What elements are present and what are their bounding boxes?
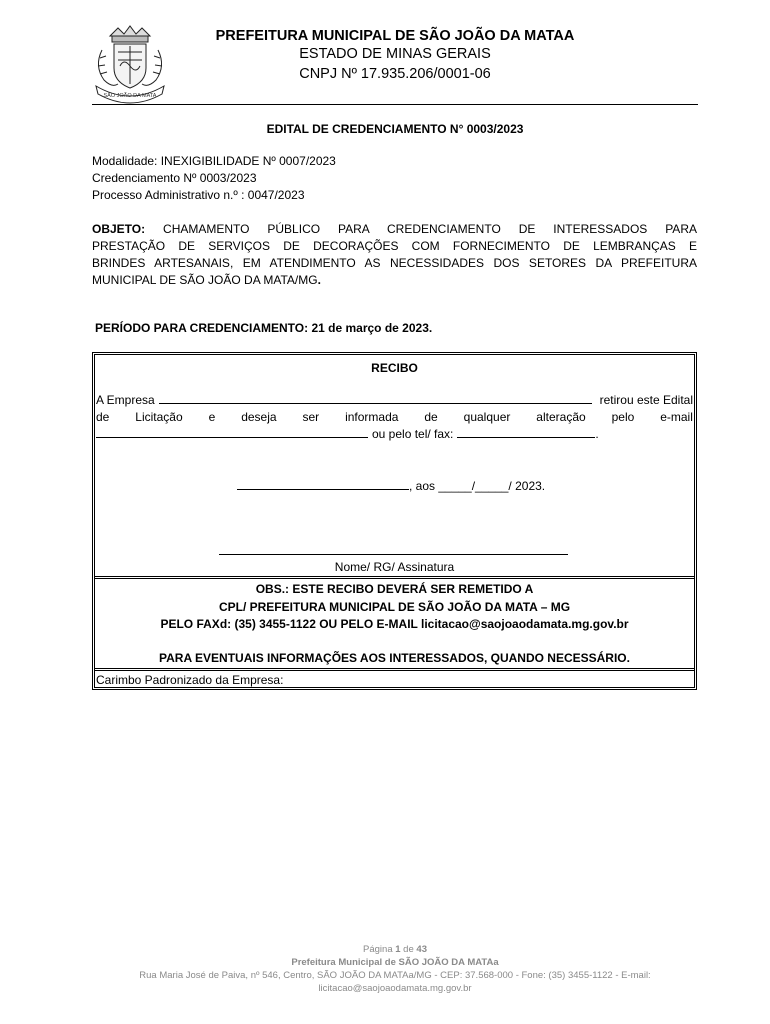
obs-line-3: PELO FAXd: (35) 3455-1122 OU PELO E-MAIL licitacao@saojoaodamata.mg.gov.br bbox=[160, 617, 629, 631]
recibo-line-2 bbox=[96, 410, 693, 424]
recibo-line-3-end: . bbox=[595, 427, 599, 441]
objeto-line-3: BRINDES ARTESANAIS, EM ATENDIMENTO AS NECESSIDADES DOS SETORES DA PREFEITURA bbox=[92, 256, 697, 270]
obs-divider-top-2 bbox=[94, 578, 695, 579]
carimbo-divider bbox=[94, 668, 695, 669]
footer-email: licitacao@saojoaodamata.mg.gov.br bbox=[318, 983, 472, 994]
tel-fax-blank[interactable] bbox=[457, 427, 595, 438]
modalidade-text: Modalidade: INEXIGIBILIDADE Nº 0007/2023 bbox=[92, 154, 336, 168]
credenciamento-text: Credenciamento Nº 0003/2023 bbox=[92, 171, 257, 185]
carimbo-divider-2 bbox=[94, 670, 695, 671]
signature-line[interactable] bbox=[219, 554, 568, 555]
objeto-paragraph bbox=[92, 221, 697, 289]
recibo-empresa-label: A Empresa bbox=[96, 393, 155, 407]
objeto-line-2: PRESTAÇÃO DE SERVIÇOS DE DECORAÇÕES COM FORNECIMENTO DE LEMBRANÇAS E bbox=[92, 239, 697, 253]
document-title: EDITAL DE CREDENCIAMENTO N° 0003/2023 bbox=[266, 122, 524, 136]
footer-address: Rua Maria José de Paiva, nº 546, Centro, SÃO JOÃO DA MATAa/MG - CEP: 37.568-000 - Fone: (35) 3455-1122 - E-mail: bbox=[139, 970, 651, 981]
obs-line-1: OBS.: ESTE RECIBO DEVERÁ SER REMETIDO A bbox=[255, 582, 534, 596]
email-blank[interactable] bbox=[96, 427, 368, 438]
obs-divider-top bbox=[94, 576, 695, 577]
processo-text: Processo Administrativo n.º : 0047/2023 bbox=[92, 188, 305, 202]
recibo-date-line bbox=[237, 479, 545, 493]
recibo-word: informada bbox=[345, 410, 399, 424]
header-divider bbox=[92, 104, 698, 105]
recibo-word: ser bbox=[302, 410, 320, 424]
signature-label: Nome/ RG/ Assinatura bbox=[334, 560, 455, 574]
recibo-title: RECIBO bbox=[371, 361, 418, 375]
recibo-word: deseja bbox=[241, 410, 277, 424]
empresa-blank[interactable] bbox=[159, 393, 592, 404]
recibo-word: e-mail bbox=[660, 410, 693, 424]
recibo-word: pelo bbox=[611, 410, 635, 424]
obs-line-2: CPL/ PREFEITURA MUNICIPAL DE SÃO JOÃO DA MATA – MG bbox=[218, 600, 571, 614]
footer-page-number bbox=[100, 944, 690, 955]
footer-page-current: 1 bbox=[395, 944, 401, 955]
logo-ribbon-text: SÃO JOÃO DA MATA bbox=[103, 93, 157, 99]
recibo-word: de bbox=[424, 410, 438, 424]
footer-page-prefix: Página bbox=[363, 944, 396, 955]
recibo-tel-label: ou pelo tel/ fax: bbox=[372, 427, 454, 441]
objeto-line-1: CHAMAMENTO PÚBLICO PARA CREDENCIAMENTO DE INTERESSADOS PARA bbox=[163, 222, 697, 236]
header-state: ESTADO DE MINAS GERAIS bbox=[299, 46, 491, 62]
recibo-word: e bbox=[208, 410, 216, 424]
footer-org: Prefeitura Municipal de SÃO JOÃO DA MATAa bbox=[291, 957, 499, 968]
recibo-word: qualquer bbox=[463, 410, 511, 424]
header-org-name: PREFEITURA MUNICIPAL DE SÃO JOÃO DA MATAA bbox=[215, 28, 575, 44]
recibo-word: alteração bbox=[536, 410, 586, 424]
recibo-word: de bbox=[96, 410, 110, 424]
footer-page-mid: de bbox=[400, 944, 417, 955]
obs-line-4: PARA EVENTUAIS INFORMAÇÕES AOS INTERESSADOS, QUANDO NECESSÁRIO. bbox=[159, 651, 630, 665]
objeto-label: OBJETO: bbox=[92, 222, 146, 236]
header-cnpj: CNPJ Nº 17.935.206/0001-06 bbox=[299, 66, 491, 82]
objeto-end: . bbox=[317, 273, 321, 287]
periodo-text: PERÍODO PARA CREDENCIAMENTO: 21 de março de 2023. bbox=[95, 321, 433, 335]
recibo-line-1 bbox=[96, 393, 693, 407]
recibo-word: Licitação bbox=[135, 410, 183, 424]
recibo-date-text: , aos _____/_____/ 2023. bbox=[409, 479, 546, 493]
recibo-retirou-text: retirou este Edital bbox=[599, 393, 693, 407]
objeto-line-4: MUNICIPAL DE SÃO JOÃO DA MATA/MG bbox=[92, 273, 318, 287]
carimbo-label: Carimbo Padronizado da Empresa: bbox=[96, 673, 284, 687]
recibo-line-3 bbox=[96, 427, 599, 441]
city-blank[interactable] bbox=[237, 479, 409, 490]
footer-page-total: 43 bbox=[416, 944, 427, 955]
